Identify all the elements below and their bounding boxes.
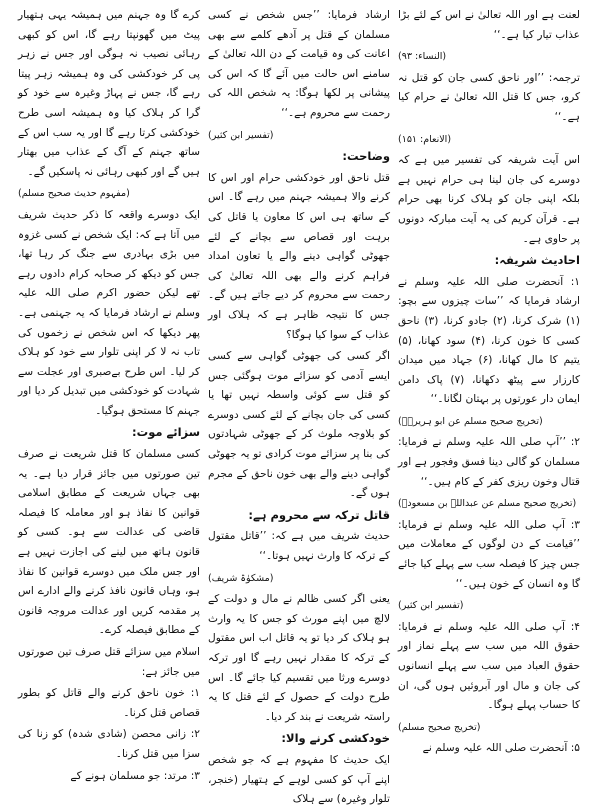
middle-section-heading: خودکشی کرنے والا: — [281, 731, 390, 746]
left-column — [14, 6, 204, 796]
right-paragraph: ۴: آپ صلی اللہ علیہ وسلم نے فرمایا: حقوق اللہ میں سب سے پہلے نماز اور حقوق العباد میں سب سے پہلے انسانوں کی جان و مال اور آبروئیں ہوں گی، ان کا حساب پہلے ہوگا۔ — [398, 620, 580, 712]
middle-paragraph: ایک حدیث کا مفہوم ہے کہ جو شخص اپنے آپ کو کسی لوہے کے ہتھیار (خنجر، تلوار وغیرہ) سے ہلاک — [208, 753, 390, 806]
right-citation: (الانعام: ۱۵۱) — [398, 133, 452, 145]
middle-paragraph: ارشاد فرمایا: ’’جس شخص نے کسی مسلمان کے قتل پر آدھے کلمے سے بھی اعانت کی وہ قیامت کے دن اللہ تعالیٰ کے سامنے اس حالت میں آئے گا کہ اس کی پیشانی پر لکھا ہوگا: یہ شخص اللہ کی رحمت سے محروم ہے۔‘‘ — [208, 9, 390, 119]
middle-paragraph: اگر کسی کی جھوٹی گواہی سے کسی ایسے آدمی کو سزائے موت ہوگئی جس کو قتل سے کوئی واسطہ نہیں تھا یا کسی کی جان بچانے کے لئے کسی دوسرے کو بلاوجہ ملوث کر کے جھوٹی شہادتوں کی بنا پر سزائے موت کرادی تو یہ جھوٹی گواہی دینے والے بھی خون ناحق کے مجرم ہوں گے۔ — [208, 350, 390, 500]
left-paragraph: کرے گا وہ جہنم میں ہمیشہ یہی ہتھیار پیٹ میں گھونپتا رہے گا، اس کو کبھی رہائی نصیب نہ ہوگی اور جس نے زہر پی کر خودکشی کی وہ ہمیشہ زہر پیتا رہے گا، جس نے پہاڑ وغیرہ سے خود کو گرا کر ہلاک کیا وہ ہمیشہ اسی طرح خودکشی کرتا رہے گا اور یہ سب اس کے ساتھ جہنم کے آگ کے عذاب میں بھتار ہیں گے اور کبھی رہائی نہ پاسکیں گے۔ — [18, 9, 200, 178]
middle-citation: (مشکوٰۃ شریف) — [208, 572, 274, 584]
middle-section-heading: وضاحت: — [342, 149, 390, 164]
left-paragraph: ایک دوسرے واقعہ کا ذکر حدیث شریف میں آتا ہے کہ: ایک شخص نے کسی غزوہ میں بڑی بہادری سے جنگ کر رہا تھا، جس کو دیکھ کر صحابہ کرام دادوں رہے تھے لیکن حضور اکرم صلی اللہ علیہ وسلم نے ارشاد فرمایا کہ یہ جہنمی ہے۔ پھر دیکھا کہ اس شخص نے زخموں کی تاب نہ لا کر اپنی تلوار سے خود کو ہلاک کر لیا۔ اس طرح بےصبری اور عجلت سے شہادت کو خودکشی میں تبدیل کر دیا اور جہنم کا مستحق ہوگیا۔ — [18, 208, 200, 417]
middle-citation: (تفسیر ابن کثیر) — [208, 129, 274, 141]
right-citation: (تخریج صحیح مسلم عن ابو ہریرہؓ) — [398, 415, 543, 427]
right-citation: (تفسیر ابن کثیر) — [398, 600, 464, 612]
right-paragraph: ۵: آنحضرت صلی اللہ علیہ وسلم نے — [422, 742, 580, 755]
right-paragraph: ۲: ’’آپ صلی اللہ علیہ وسلم نے فرمایا: مسلمان کو گالی دینا فسق وفجور ہے اور قتال وخون ریزی کفر کے کام ہیں۔‘‘ — [398, 436, 580, 488]
middle-column — [204, 6, 394, 806]
right-paragraph: ۱: آنحضرت صلی اللہ علیہ وسلم نے ارشاد فرمایا کہ ’’سات چیزوں سے بچو: (۱) شرک کرنا، (۲) جادو کرنا، (۳) ناحق کسی کا خون کرنا، (۴) سود کھانا، (۵) یتیم کا مال کھانا، (۶) جہاد میں میدان کارزار سے پیٹھ دکھانا، (۷) پاک دامن ایمان دار عورتوں پر بہتان لگانا۔‘‘ — [398, 275, 581, 406]
right-column — [394, 6, 584, 796]
left-paragraph: ۱: خون ناحق کرنے والے قاتل کو بطور قصاص قتل کرنا۔ — [18, 687, 200, 719]
right-section-heading: احادیث شریفہ: — [494, 253, 580, 268]
left-citation: (مفہوم حدیث صحیح مسلم) — [18, 188, 130, 200]
left-paragraph: کسی مسلمان کا قتل شریعت نے صرف تین صورتوں میں جائز قرار دیا ہے۔ یہ بھی جہاں شریعت کے مطابق اسلامی قوانین کا نفاذ ہو اور معاملہ کا فیصلہ قاضی کی عدالت سے ہو۔ کسی کو قانون ہاتھ میں لینے کی اجازت نہیں ہے اور جس ملک میں دوسرے قوانین کا نفاذ ہو، وہاں قانون نافذ کرنے والے ادارے اس پر مقدمہ کریں اور عدالت مروجہ قانون کے مطابق فیصلہ کرے۔ — [18, 448, 200, 637]
right-citation: (تخریج صحیح مسلم عن عبداللہ بن مسعودؓ) — [398, 498, 577, 510]
left-paragraph: اسلام میں سزائے قتل صرف تین صورتوں میں جائز ہے: — [18, 646, 200, 678]
right-paragraph: ۳: آپ صلی اللہ علیہ وسلم نے فرمایا: ’’قیامت کے دن لوگوں کے معاملات میں جس چیز کا فیصلہ سب سے پہلے کیا جائے گا وہ انسان کے خون ہیں۔‘‘ — [398, 518, 580, 590]
middle-paragraph: حدیث شریف میں ہے کہ: ’’قاتل مقتول کے ترکہ کا وارث نہیں ہوتا۔‘‘ — [208, 530, 390, 563]
middle-section-heading: قاتل ترکہ سے محروم ہے: — [248, 507, 390, 522]
right-paragraph: لعنت ہے اور اللہ تعالیٰ نے اس کے لئے بڑا عذاب تیار کیا ہے۔‘‘ — [398, 9, 580, 41]
middle-paragraph: یعنی اگر کسی ظالم نے مال و دولت کے لالچ میں اپنے مورث کو جس کا یہ وارث ہو ہلاک کر دیا تو یہ قاتل اب اس مقتول کے ترکہ کا مقدار نہیں رہے گا اور ترکہ دوسرے ورثا میں تقسیم کیا جائے گا۔ اس طرح دولت کے حصول کے لئے قتل کا یہ راستہ شریعت نے بند کر دیا۔ — [208, 593, 390, 723]
right-citation: (تخریج صحیح مسلم) — [398, 721, 481, 733]
left-paragraph: ۲: زانی محصن (شادی شدہ) کو زنا کی سزا میں قتل کرنا۔ — [18, 728, 200, 760]
right-citation: (النساء: ۹۳) — [398, 51, 447, 63]
right-paragraph: ترجمہ: ’’اور ناحق کسی جان کو قتل نہ کرو، جس کا قتل اللہ تعالیٰ نے حرام کیا ہے۔‘‘ — [398, 71, 580, 123]
left-section-heading: سزائے موت: — [132, 425, 200, 440]
right-paragraph: اس آیت شریفہ کی تفسیر میں ہے کہ دوسرے کی جان لینا ہی حرام نہیں ہے بلکہ اپنی جان کو ہلاک کرنا بھی حرام ہے۔ قرآن کریم کی یہ آیت مبارکہ دونوں پر حاوی ہے۔ — [398, 154, 580, 245]
left-paragraph: ۳: مرتد: جو مسلمان ہونے کے — [70, 769, 200, 782]
middle-paragraph: قتل ناحق اور خودکشی حرام اور اس کا کرنے والا ہمیشہ جہنم میں رہے گا۔ اس کے ساتھ ہی اس کا معاون یا قاتل کی برہت اور قصاص سے بچانے کے لئے جھوٹی گواہی دینے والے یا تعاون امداد فراہم کرنے والے بھی اللہ تعالیٰ کی رحمت سے محروم کر دیے جاتے ہیں گے۔ جس کا نتیجہ ظاہر ہے کہ ہلاک اور عذاب کے سوا کیا ہوگا؟ — [208, 171, 390, 341]
